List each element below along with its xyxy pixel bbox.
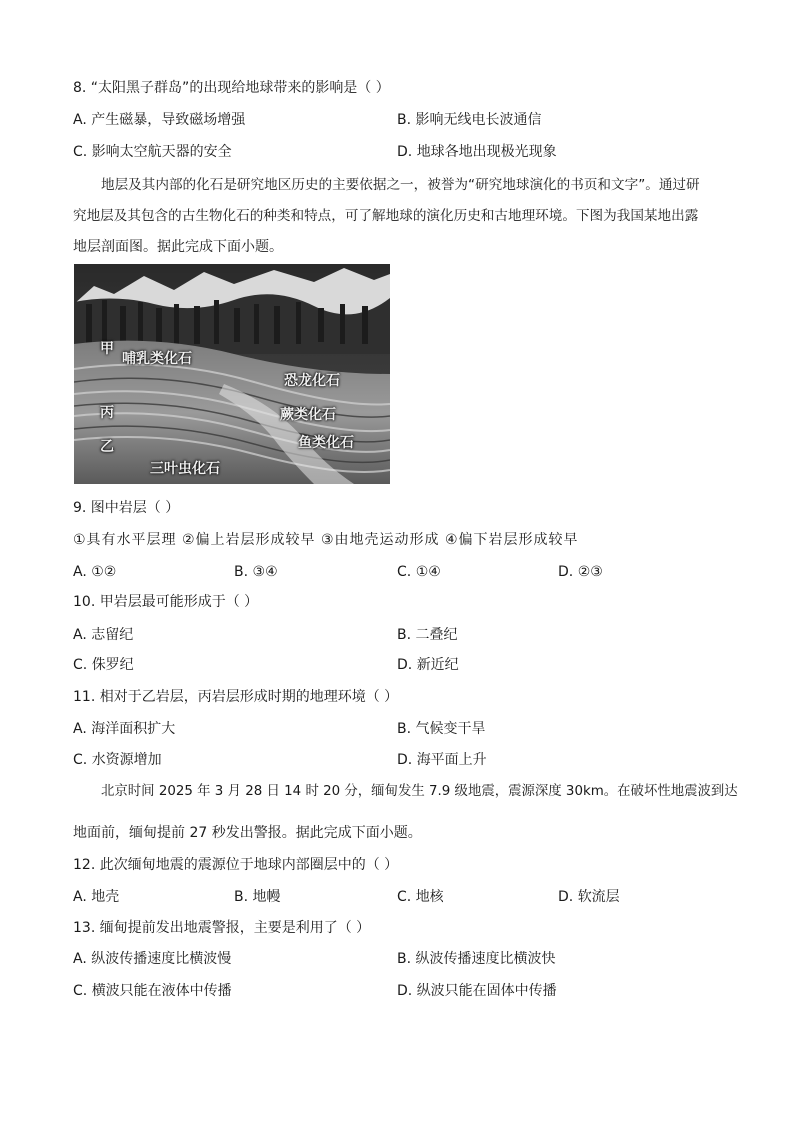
q9-option-b: B. ③④ bbox=[234, 564, 278, 580]
label-jia: 甲 bbox=[100, 341, 114, 357]
passage2-line2: 地面前，缅甸提前 27 秒发出警报。据此完成下面小题。 bbox=[73, 825, 422, 841]
q12-option-c: C. 地核 bbox=[397, 889, 444, 905]
q8-option-a: A. 产生磁暴，导致磁场增强 bbox=[73, 112, 246, 128]
q13-option-c: C. 横波只能在液体中传播 bbox=[73, 983, 232, 999]
q8-option-b: B. 影响无线电长波通信 bbox=[397, 112, 542, 128]
label-trilobite-fossil: 三叶虫化石 bbox=[150, 461, 220, 477]
q10-option-b: B. 二叠纪 bbox=[397, 627, 458, 643]
passage1-line2: 究地层及其包含的古生物化石的种类和特点，可了解地球的演化历史和古地理环境。下图为我国某地出露 bbox=[73, 208, 699, 224]
label-dinosaur-fossil: 恐龙化石 bbox=[284, 373, 340, 389]
q12-stem: 12. 此次缅甸地震的震源位于地球内部圈层中的（ ） bbox=[73, 857, 399, 873]
q12-option-a: A. 地壳 bbox=[73, 889, 120, 905]
q9-option-c: C. ①④ bbox=[397, 564, 441, 580]
label-mammal-fossil: 哺乳类化石 bbox=[122, 351, 192, 367]
label-fish-fossil: 鱼类化石 bbox=[298, 435, 354, 451]
q13-stem: 13. 缅甸提前发出地震警报，主要是利用了（ ） bbox=[73, 920, 371, 936]
q8-option-c: C. 影响太空航天器的安全 bbox=[73, 144, 232, 160]
q11-option-a: A. 海洋面积扩大 bbox=[73, 721, 176, 737]
label-yi: 乙 bbox=[100, 439, 114, 455]
passage1-line1: 地层及其内部的化石是研究地区历史的主要依据之一，被誉为“研究地球演化的书页和文字”。通过研 bbox=[101, 177, 700, 193]
q9-statements: ①具有水平层理 ②偏上岩层形成较早 ③由地壳运动形成 ④偏下岩层形成较早 bbox=[73, 532, 579, 548]
q10-stem: 10. 甲岩层最可能形成于（ ） bbox=[73, 594, 259, 610]
q13-option-b: B. 纵波传播速度比横波快 bbox=[397, 951, 556, 967]
q9-stem: 9. 图中岩层（ ） bbox=[73, 500, 180, 516]
label-bing: 丙 bbox=[100, 405, 114, 421]
q8-option-d: D. 地球各地出现极光现象 bbox=[397, 144, 557, 160]
q9-option-a: A. ①② bbox=[73, 564, 117, 580]
passage2-line1: 北京时间 2025 年 3 月 28 日 14 时 20 分，缅甸发生 7.9 级地震，震源深度 30km。在破坏性地震波到达 bbox=[101, 784, 738, 799]
q11-stem: 11. 相对于乙岩层，丙岩层形成时期的地理环境（ ） bbox=[73, 689, 399, 705]
q12-option-d: D. 软流层 bbox=[558, 889, 620, 905]
label-fern-fossil: 蕨类化石 bbox=[280, 407, 336, 423]
passage1-line3: 地层剖面图。据此完成下面小题。 bbox=[73, 239, 283, 255]
q13-option-d: D. 纵波只能在固体中传播 bbox=[397, 983, 557, 999]
q8-stem: 8. “太阳黑子群岛”的出现给地球带来的影响是（ ） bbox=[73, 80, 390, 96]
q11-option-c: C. 水资源增加 bbox=[73, 752, 162, 768]
q10-option-c: C. 侏罗纪 bbox=[73, 657, 134, 673]
q11-option-b: B. 气候变干旱 bbox=[397, 721, 486, 737]
q12-option-b: B. 地幔 bbox=[234, 889, 281, 905]
q10-option-a: A. 志留纪 bbox=[73, 627, 134, 643]
q13-option-a: A. 纵波传播速度比横波慢 bbox=[73, 951, 232, 967]
q9-option-d: D. ②③ bbox=[558, 564, 603, 580]
q11-option-d: D. 海平面上升 bbox=[397, 752, 487, 768]
q10-option-d: D. 新近纪 bbox=[397, 657, 459, 673]
strata-profile-photo bbox=[74, 264, 390, 484]
